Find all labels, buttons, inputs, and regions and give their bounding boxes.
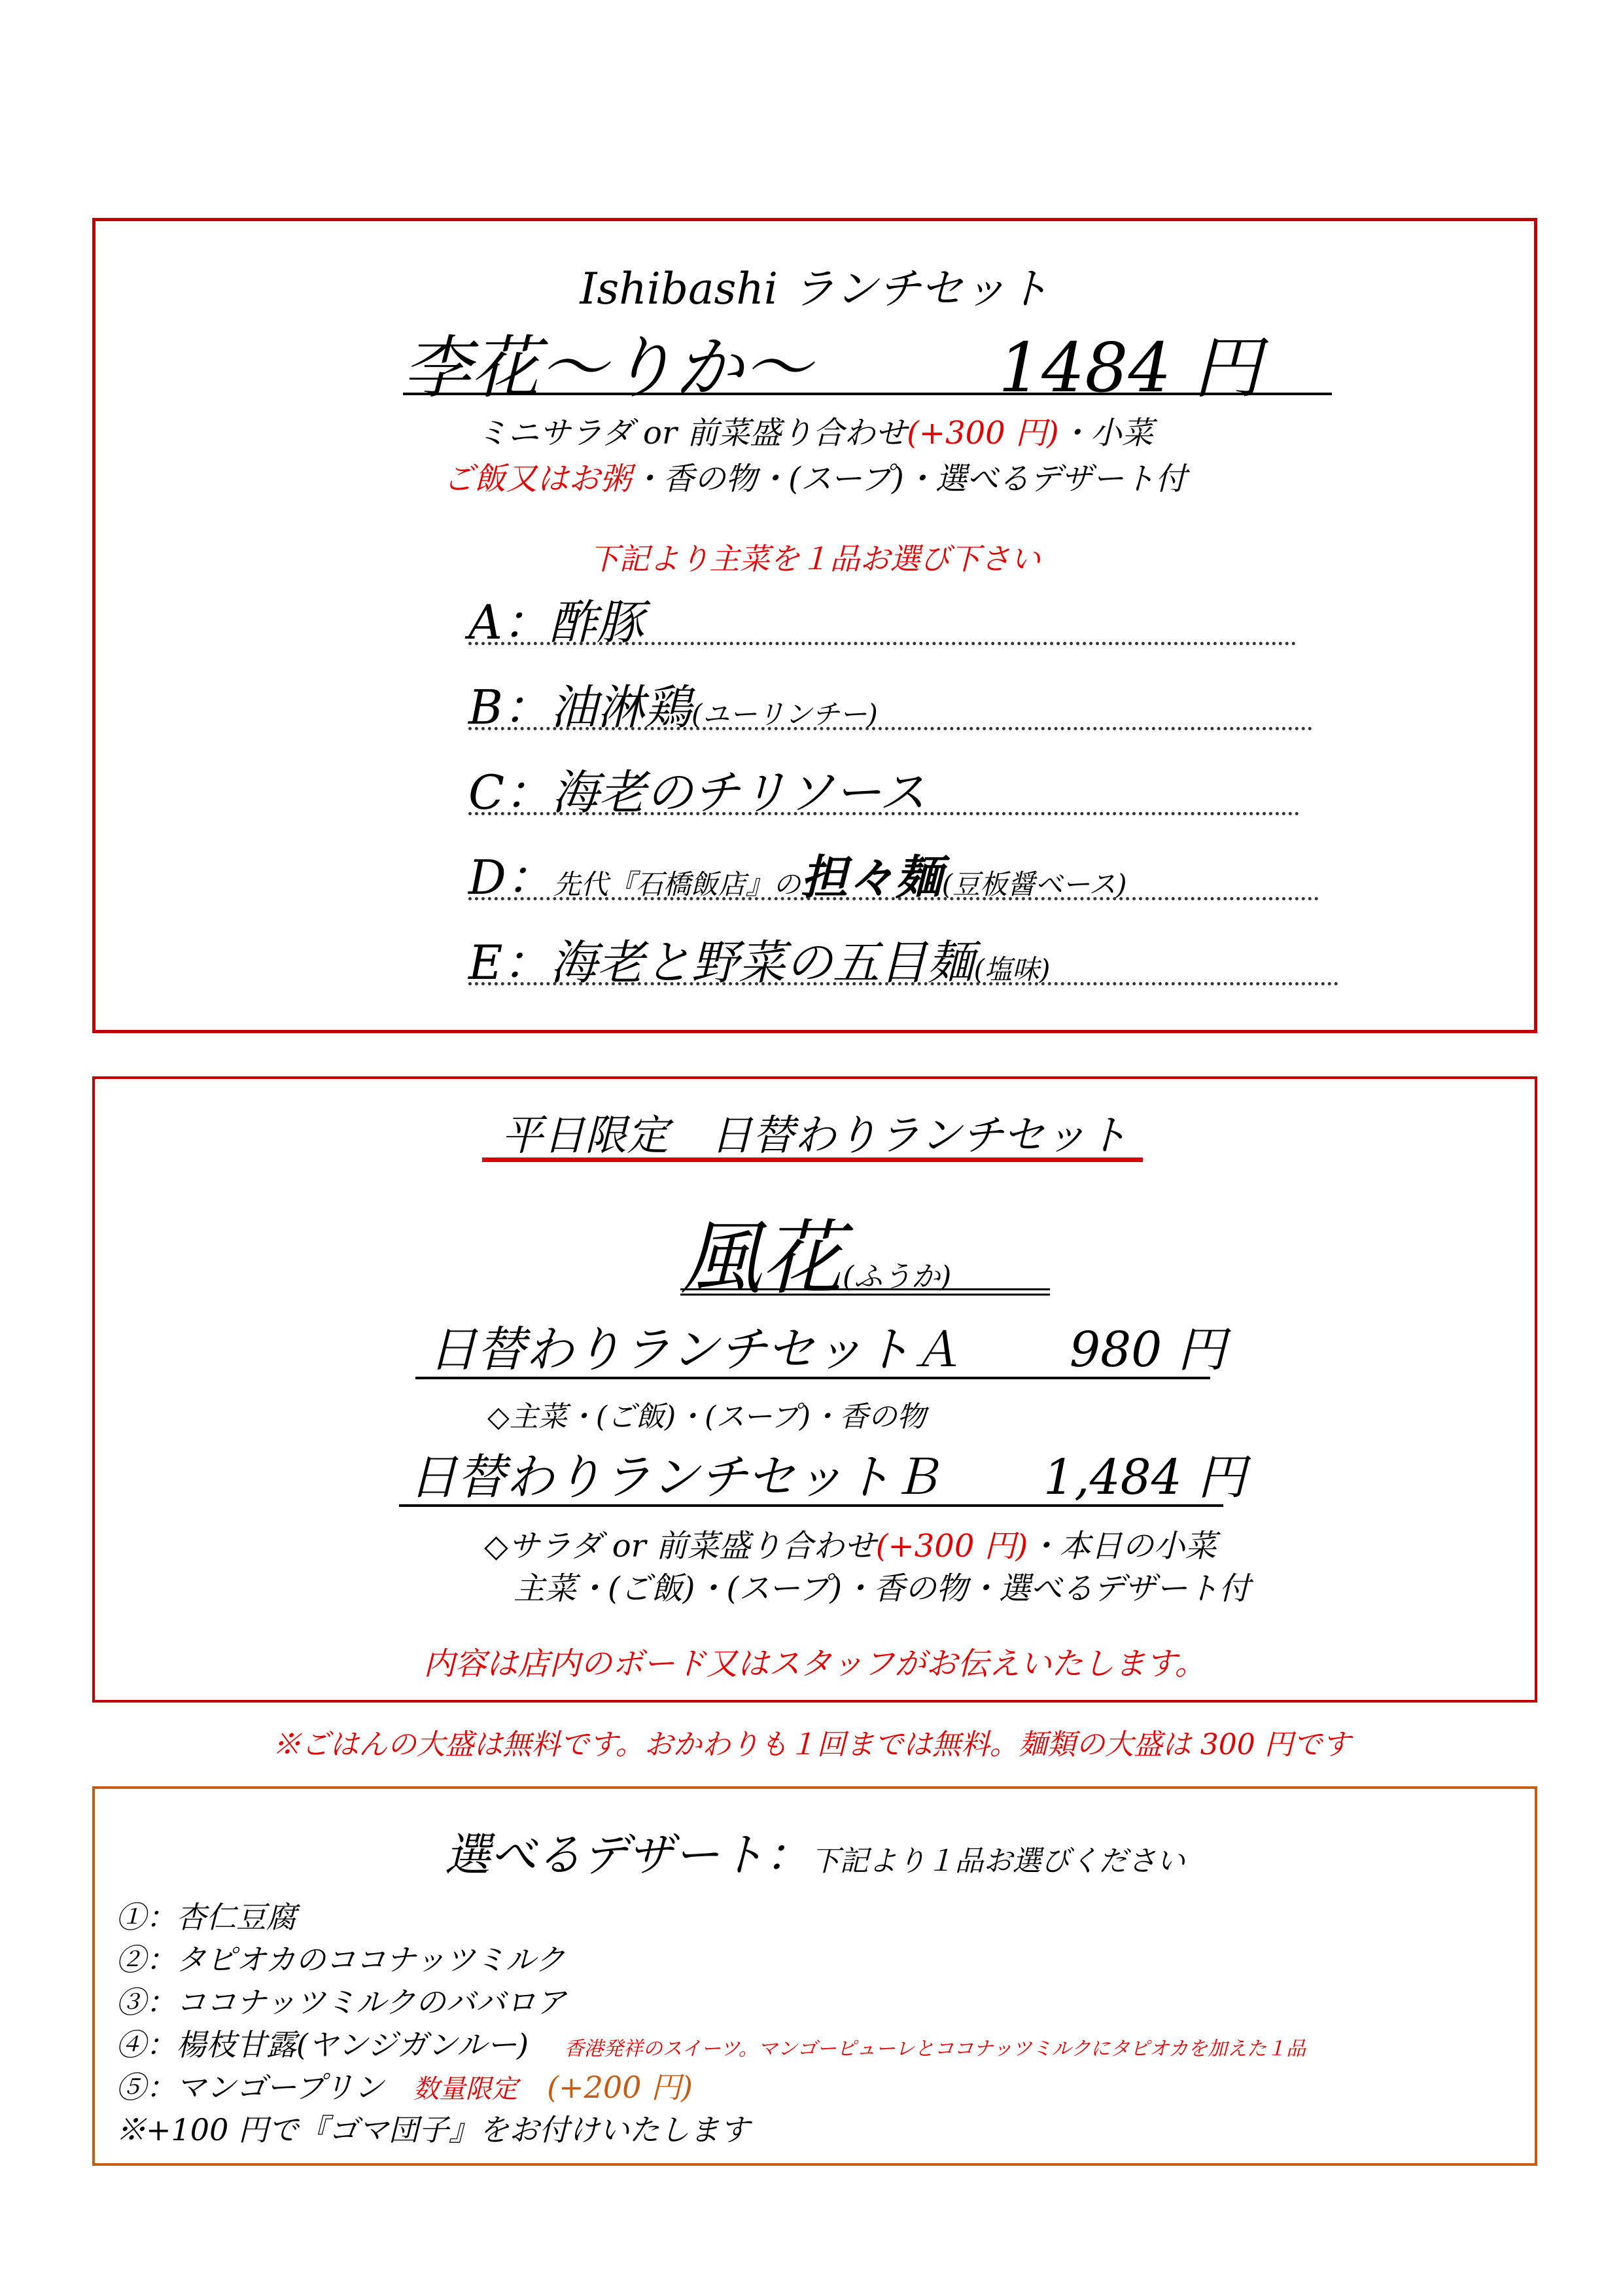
set2-a-label: 日替わりランチセットＡ xyxy=(428,1322,960,1378)
item-letter: D xyxy=(468,850,506,905)
item-d-dotted-line xyxy=(468,897,1319,900)
dessert-box xyxy=(92,1786,1537,2166)
dessert-title-row xyxy=(95,1818,1535,1884)
dessert-item-5-surcharge: (+200 円) xyxy=(547,2070,693,2105)
item-name: 担々麺 xyxy=(800,849,942,905)
set2-a-price: 980 円 xyxy=(1070,1322,1226,1378)
set2-b-price: 1,484 円 xyxy=(1043,1449,1246,1506)
dessert-item-5-label: ⑤：マンゴープリン xyxy=(116,2070,384,2105)
dessert-footer: ※+100 円で『ゴマ団子』をお付けいたします xyxy=(116,2112,750,2147)
dessert-item-5 xyxy=(116,2064,693,2107)
set1-desc1-side: ・小菜 xyxy=(1058,415,1153,451)
item-name: 油淋鶏 xyxy=(550,680,691,735)
set2-a-underline xyxy=(415,1377,1210,1379)
set2-heading: 平日限定 日替わりランチセット xyxy=(501,1112,1128,1160)
set1-desc1-main: ミニサラダ or 前菜盛り合わせ xyxy=(476,415,907,451)
dessert-item-2: ②：タピオカのココナッツミルク xyxy=(116,1942,565,1977)
set2-note: 内容は店内のボード又はスタッフがお伝えいたします。 xyxy=(423,1646,1206,1682)
item-letter: E xyxy=(468,935,503,990)
item-sep: ： xyxy=(502,595,550,650)
set2-heading-underline xyxy=(482,1157,1143,1162)
dessert-title: 選べるデザート： xyxy=(444,1828,811,1882)
set1-heading: Ishibashi ランチセット xyxy=(580,264,1050,314)
item-letter: A xyxy=(468,595,502,650)
item-a-dotted-line xyxy=(468,642,1296,645)
dessert-item-1: ①：杏仁豆腐 xyxy=(116,1899,296,1935)
set2-name-double-underline xyxy=(680,1288,1050,1296)
item-sep: ： xyxy=(502,935,550,990)
dessert-item-5-limited: 数量限定 xyxy=(413,2074,518,2104)
item-letter: C xyxy=(468,765,505,820)
set1-name: 李花〜りか〜 xyxy=(403,328,812,408)
item-c-dotted-line xyxy=(468,812,1299,815)
item-note: (ユーリンチー) xyxy=(691,698,878,730)
item-name: 海老のチリソース xyxy=(551,765,926,820)
rice-note: ※ごはんの大盛は無料です。おかわりも１回までは無料。麺類の大盛は 300 円です xyxy=(272,1728,1351,1761)
dessert-item-4-note: 香港発祥のスイーツ。マンゴーピューレとココナッツミルクにタピオカを加えた１品 xyxy=(564,2038,1306,2060)
set2-name: 風花 xyxy=(680,1212,843,1306)
set2-b-desc1-side: ・本日の小菜 xyxy=(1028,1528,1217,1564)
item-name: 酢豚 xyxy=(550,595,644,650)
set1-desc-line1 xyxy=(96,408,1534,453)
set1-desc1-price: (+300 円) xyxy=(907,415,1059,451)
dessert-item-4-label: ④：楊枝甘露(ヤンジガンルー) xyxy=(116,2027,529,2062)
ishibashi-lunch-set-box xyxy=(92,218,1537,1033)
dessert-subtitle: 下記より１品お選びください xyxy=(811,1845,1185,1878)
item-note: (豆板醤ベース) xyxy=(941,868,1127,900)
item-note: (塩味) xyxy=(973,953,1051,985)
set2-b-desc1-price: (+300 円) xyxy=(875,1528,1028,1564)
set2-b-desc1-main: ◇サラダ or 前菜盛り合わせ xyxy=(484,1528,876,1564)
item-sep: ： xyxy=(506,850,553,905)
set2-b-underline xyxy=(399,1504,1223,1507)
set1-desc2-rest: ・香の物・(スープ)・選べるデザート付 xyxy=(631,461,1187,497)
item-letter: B xyxy=(468,680,503,735)
set1-title-underline xyxy=(403,393,1332,395)
item-sep: ： xyxy=(504,765,552,820)
item-name: 海老と野菜の五目麺 xyxy=(550,935,974,990)
set1-desc-line2 xyxy=(96,453,1534,499)
set2-b-desc-line1 xyxy=(484,1521,1216,1566)
set2-a-desc: ◇主菜・(ご飯)・(スープ)・香の物 xyxy=(487,1400,926,1434)
item-b-dotted-line xyxy=(468,727,1312,730)
set2-name-reading: (ふうか) xyxy=(843,1260,952,1294)
item-prefix: 先代『石橋飯店』の xyxy=(553,868,801,900)
item-e-dotted-line xyxy=(468,982,1338,985)
set1-desc2-rice: ご飯又はお粥 xyxy=(443,461,632,497)
dessert-item-4 xyxy=(116,2021,1306,2064)
item-sep: ： xyxy=(502,680,550,735)
set2-b-label: 日替わりランチセットＢ xyxy=(409,1449,941,1506)
set1-instruction: 下記より主菜を１品お選び下さい xyxy=(589,541,1041,576)
set1-price: 1484 円 xyxy=(998,328,1261,408)
set2-b-desc-line2: 主菜・(ご飯)・(スープ)・香の物・選べるデザート付 xyxy=(514,1570,1251,1607)
dessert-item-3: ③：ココナッツミルクのババロア xyxy=(116,1985,567,2020)
weekday-lunch-set-box xyxy=(92,1076,1537,1703)
